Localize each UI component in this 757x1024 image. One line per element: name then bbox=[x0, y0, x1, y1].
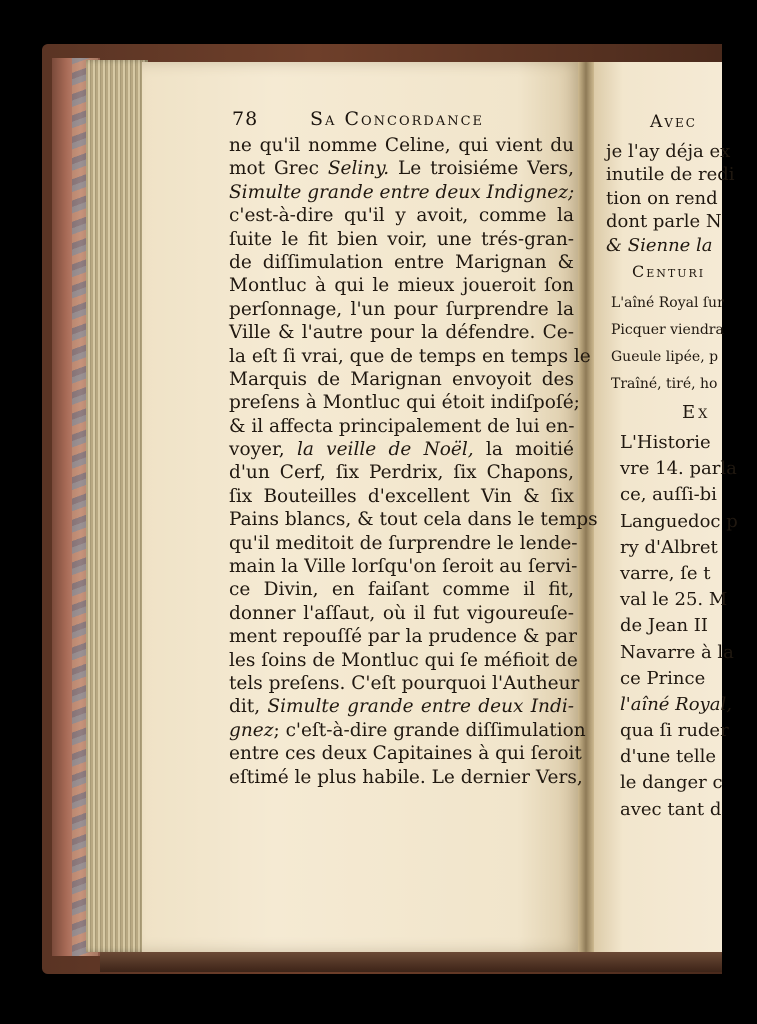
quatrain-verses bbox=[611, 290, 757, 398]
roman-text: entre ces deux Capitaines à qui ſeroit bbox=[229, 743, 582, 765]
italic-text: Simulte grande entre deux Indi- bbox=[267, 696, 574, 718]
roman-text: perſonnage, l'un pour ſurprendre la bbox=[229, 298, 574, 320]
text-line: qua ſi ruder bbox=[620, 720, 729, 742]
roman-text: eſtimé le plus habile. Le dernier Vers, bbox=[229, 766, 583, 788]
text-line: inutile de redi bbox=[606, 164, 735, 186]
explication-heading: Ex bbox=[682, 402, 711, 423]
right-page-body-bottom bbox=[620, 430, 757, 823]
italic-text: gnez bbox=[229, 719, 274, 741]
text-line: ce Prince bbox=[620, 667, 706, 689]
text-line bbox=[229, 508, 598, 531]
text-line bbox=[229, 461, 574, 484]
left-page-body bbox=[229, 134, 598, 789]
roman-text: la eſt ſi vrai, que de temps en temps le bbox=[229, 345, 591, 367]
text-line: & Sienne la bbox=[606, 234, 713, 256]
text-line: Languedoc p bbox=[620, 510, 738, 532]
right-page-body-top bbox=[606, 140, 757, 257]
roman-text: les ſoins de Montluc qui ſe méfioit de bbox=[229, 649, 578, 671]
text-line: Gueule lipée, p bbox=[611, 349, 719, 365]
text-line bbox=[229, 602, 574, 625]
text-line bbox=[229, 766, 583, 789]
text-line bbox=[229, 274, 574, 297]
roman-text: donner l'aſſaut, où il fut vigoureuſe- bbox=[229, 602, 574, 624]
roman-text: Montluc à qui le mieux joueroit ſon bbox=[229, 275, 574, 297]
text-line: varre, ſe t bbox=[620, 562, 711, 584]
roman-text: ce Divin, en faiſant comme il fit, bbox=[229, 579, 574, 601]
text-line: de Jean II bbox=[620, 615, 709, 637]
roman-text: mot Grec bbox=[229, 158, 328, 180]
text-line bbox=[229, 181, 574, 204]
text-line: L'aîné Royal ſur bbox=[611, 295, 724, 311]
text-line: Picquer viendra bbox=[611, 322, 724, 338]
text-line bbox=[229, 391, 580, 414]
text-line bbox=[229, 485, 574, 508]
text-line bbox=[229, 695, 574, 718]
roman-text: ; c'eſt-à-dire grande diſſimulation bbox=[273, 719, 586, 741]
roman-text: dit, bbox=[229, 696, 268, 718]
roman-text: ſuite le fit bien voir, une trés-gran- bbox=[229, 228, 574, 250]
roman-text: preſens à Montluc qui étoit indiſpoſé; bbox=[229, 392, 580, 414]
text-line: Traîné, tiré, ho bbox=[611, 376, 718, 392]
centurie-heading: Centuri bbox=[632, 262, 706, 281]
text-line: ry d'Albret bbox=[620, 536, 718, 558]
text-line bbox=[229, 345, 591, 368]
running-head: Sa Concordance bbox=[310, 108, 485, 130]
roman-text: Marquis de Marignan envoyoit des bbox=[229, 368, 574, 390]
text-line: d'une telle bbox=[620, 746, 717, 768]
text-line: Navarre à la bbox=[620, 641, 734, 663]
text-line bbox=[229, 438, 574, 461]
roman-text: qu'il meditoit de ſurprendre le lende- bbox=[229, 532, 578, 554]
text-line: je l'ay déja ex bbox=[606, 141, 731, 162]
roman-text: c'est-à-dire qu'il y avoit, comme la bbox=[229, 205, 574, 227]
right-page-header: Avec bbox=[650, 112, 697, 132]
roman-text: ſix Bouteilles d'excellent Vin & ſix bbox=[229, 485, 574, 507]
text-line: val le 25. M bbox=[620, 589, 728, 611]
text-line: avec tant d bbox=[620, 798, 722, 820]
gutter bbox=[578, 62, 594, 952]
roman-text: de diſſimulation entre Marignan & bbox=[229, 251, 574, 273]
text-line bbox=[229, 672, 580, 695]
bottom-edge bbox=[100, 952, 722, 972]
italic-text: Seliny. bbox=[327, 158, 390, 180]
roman-text: ne qu'il nomme Celine, qui vient du bbox=[229, 135, 574, 156]
text-line bbox=[229, 321, 574, 344]
text-line bbox=[229, 719, 586, 742]
text-line: tion on rend bbox=[606, 187, 718, 209]
roman-text: voyer, bbox=[229, 439, 297, 461]
page-edges bbox=[86, 60, 148, 952]
roman-text: d'un Cerf, ſix Perdrix, ſix Chapons, bbox=[229, 462, 574, 484]
roman-text: main la Ville lorſqu'on ſeroit au ſervi- bbox=[229, 556, 578, 578]
roman-text: Pains blancs, & tout cela dans le temps bbox=[229, 509, 598, 531]
text-line bbox=[229, 228, 574, 251]
text-line: le danger c bbox=[620, 772, 723, 794]
roman-text: la moitié bbox=[473, 439, 574, 461]
text-line bbox=[229, 578, 574, 601]
text-line bbox=[229, 625, 577, 648]
page-number: 78 bbox=[232, 108, 259, 130]
text-line bbox=[229, 742, 582, 765]
italic-text: Simulte grande entre deux Indignez; bbox=[229, 181, 575, 203]
text-line bbox=[229, 415, 574, 438]
text-line bbox=[229, 134, 574, 157]
text-line bbox=[229, 157, 574, 180]
roman-text: & il affecta principalement de lui en- bbox=[229, 415, 575, 437]
text-line bbox=[229, 368, 574, 391]
text-line bbox=[229, 649, 578, 672]
roman-text: ment repouſſé par la prudence & par bbox=[229, 626, 577, 648]
roman-text: Le troisiéme Vers, bbox=[389, 158, 574, 180]
text-line bbox=[229, 532, 578, 555]
text-line: L'Historie bbox=[620, 432, 711, 453]
text-line: ce, auſſi-bi bbox=[620, 484, 717, 506]
text-line: vre 14. parla bbox=[620, 458, 737, 480]
text-line bbox=[229, 251, 574, 274]
italic-text: la veille de Noël, bbox=[296, 439, 474, 461]
text-line: l'aîné Royal, bbox=[620, 693, 732, 715]
roman-text: Ville & l'autre pour la défendre. Ce- bbox=[229, 322, 574, 344]
text-line: dont parle N bbox=[606, 211, 722, 233]
text-line bbox=[229, 204, 574, 227]
text-line bbox=[229, 555, 578, 578]
roman-text: tels preſens. C'eſt pourquoi l'Autheur bbox=[229, 672, 580, 694]
left-page-header bbox=[232, 108, 572, 132]
text-line bbox=[229, 298, 574, 321]
